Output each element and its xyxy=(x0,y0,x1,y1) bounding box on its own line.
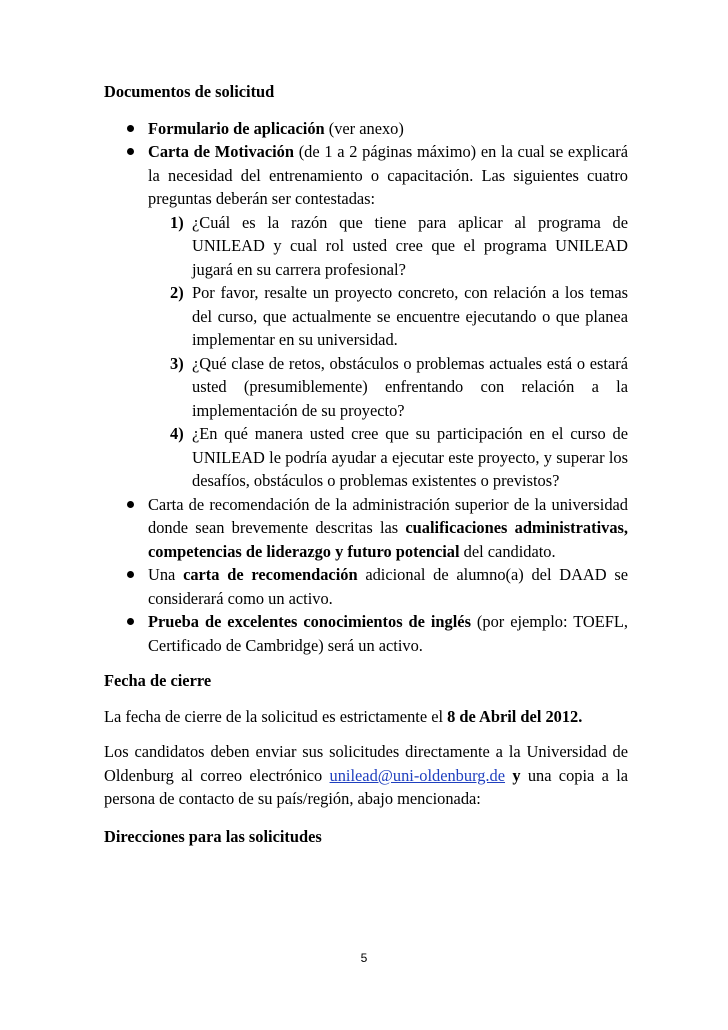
alumni-letter-label: carta de recomendación xyxy=(183,565,358,584)
english-proof-rest: (por ejemplo: TOEFL, Certificado de Cambridge) será un activo. xyxy=(148,612,628,655)
alumni-letter-pre: Una xyxy=(148,565,184,584)
page-number: 5 xyxy=(360,951,368,965)
deadline-text: La fecha de cierre de la solicitud es estrictamente el xyxy=(104,706,448,726)
submission-conjunction: y xyxy=(505,765,521,785)
bullet-icon xyxy=(127,501,134,508)
application-form-label: Formulario de aplicación xyxy=(148,118,325,138)
list-item-motivation-letter xyxy=(104,140,628,493)
english-proof-label: Prueba de excelentes conocimientos de inglés xyxy=(148,612,471,631)
question-item xyxy=(148,211,628,282)
bullet-icon xyxy=(127,148,134,155)
heading-application-documents: Documentos de solicitud xyxy=(104,82,275,101)
question-text: ¿En qué manera usted cree que su participación en el curso de UNILEAD le podría ayudar a ejecutar este proyecto, y superar los desafíos, obstáculos o problemas existentes o previstos? xyxy=(192,424,628,490)
list-item-recommendation-letter xyxy=(104,493,628,564)
document-page xyxy=(104,80,628,848)
bullet-icon xyxy=(127,618,134,625)
documents-list xyxy=(104,117,628,658)
alumni-letter-rest: adicional de alumno(a) del DAAD se considerará como un activo. xyxy=(148,565,628,608)
questions-list xyxy=(148,211,628,493)
heading-addresses: Direcciones para las solicitudes xyxy=(104,826,322,846)
heading-deadline: Fecha de cierre xyxy=(104,671,212,690)
submission-text: Los candidatos deben enviar sus solicitudes directamente a la Universidad de Oldenburg al correo electrónico xyxy=(104,742,628,785)
question-text: ¿Qué clase de retos, obstáculos o problemas actuales está o estará usted (presumiblemente) enfrentando con relación a la implementación de su proyecto? xyxy=(192,353,628,420)
motivation-letter-label: Carta de Motivación xyxy=(148,142,294,161)
recommendation-end: del candidato. xyxy=(459,541,556,561)
question-number: 4) xyxy=(170,424,184,443)
deadline-date: 8 de Abril del 2012. xyxy=(447,706,583,726)
submission-paragraph xyxy=(104,740,628,811)
list-item-application-form xyxy=(104,117,628,141)
recommendation-text: Carta de recomendación de la administración superior de la universidad donde sean brevemente descritas las xyxy=(148,494,628,537)
question-item xyxy=(148,281,628,352)
list-item-alumni-letter xyxy=(104,563,628,610)
motivation-letter-description: (de 1 a 2 páginas máximo) en la cual se explicará la necesidad del entrenamiento o capacitación. Las siguientes cuatro preguntas deberán ser contestadas: xyxy=(148,142,628,208)
question-text: Por favor, resalte un proyecto concreto, con relación a los temas del curso, que actualmente se encuentre ejecutando o que planea implementar en su universidad. xyxy=(192,283,628,349)
email-link[interactable]: unilead@uni-oldenburg.de xyxy=(329,765,506,785)
question-number: 3) xyxy=(170,353,184,373)
question-item xyxy=(148,422,628,493)
question-text: ¿Cuál es la razón que tiene para aplicar al programa de UNILEAD y cual rol usted cree que el programa UNILEAD jugará en su carrera profesional? xyxy=(192,212,628,279)
question-number: 2) xyxy=(170,283,184,302)
bullet-icon xyxy=(127,125,134,132)
bullet-icon xyxy=(127,571,134,578)
question-item xyxy=(148,352,628,423)
question-number: 1) xyxy=(170,212,184,232)
application-form-note: (ver anexo) xyxy=(324,118,404,138)
recommendation-emphasis: cualificaciones administrativas, competencias de liderazgo y futuro potencial xyxy=(148,518,628,561)
list-item-english-proof xyxy=(104,610,628,657)
deadline-paragraph xyxy=(104,705,628,729)
submission-text-end: una copia a la persona de contacto de su país/región, abajo mencionada: xyxy=(104,765,629,808)
